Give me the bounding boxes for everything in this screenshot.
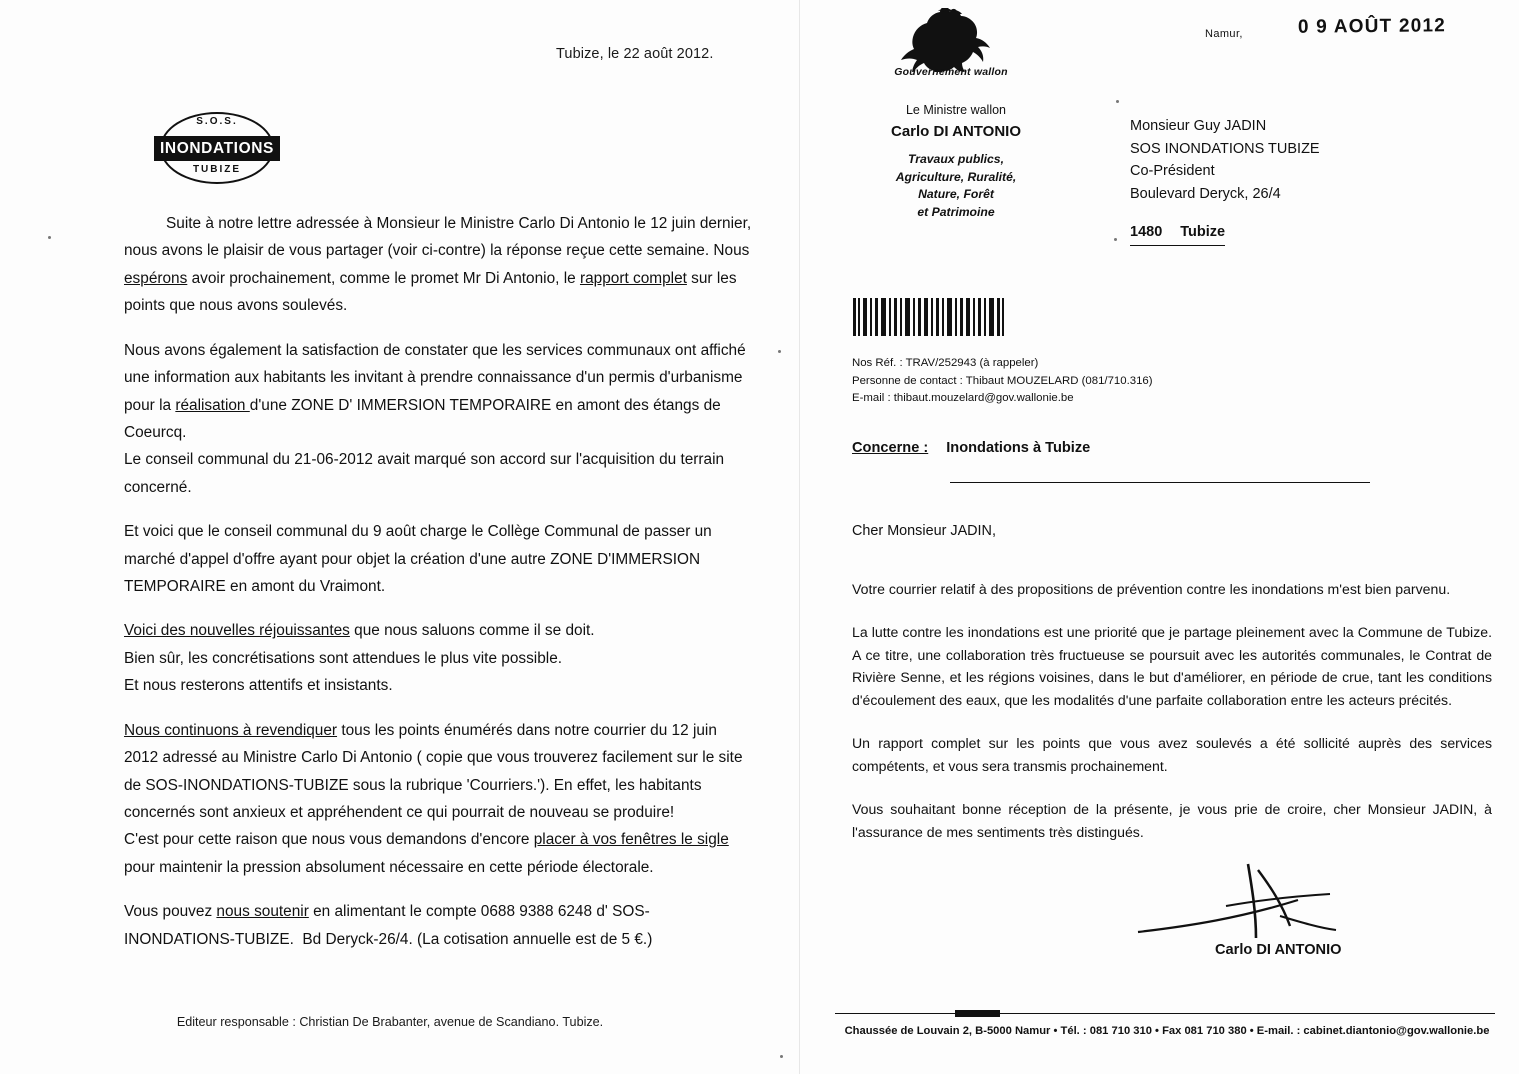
- left-letter-date: Tubize, le 22 août 2012.: [556, 46, 714, 62]
- sos-inondations-logo: [160, 112, 274, 184]
- reference-block: [852, 355, 1153, 408]
- minister-block: [856, 102, 1056, 222]
- logo-band-text: INONDATIONS: [154, 136, 280, 161]
- paragraph-7: Et nous resterons attentifs et insistants.: [124, 677, 393, 695]
- right-paragraph-3: Un rapport complet sur les points que vous avez soulevés a été sollicité auprès des services compétents, et vous sera transmis prochainement.: [852, 735, 1492, 774]
- barcode: [853, 298, 1005, 336]
- left-letter-footer: Editeur responsable : Christian De Brabanter, avenue de Scandiano. Tubize.: [176, 1015, 604, 1029]
- reference-line: Nos Réf. : TRAV/252943 (à rappeler): [852, 357, 1039, 369]
- addressee-block: [1130, 115, 1320, 246]
- footer-divider-mark: [955, 1010, 1000, 1017]
- handwritten-signature: [1130, 860, 1390, 950]
- government-label: Gouvernement wallon: [894, 66, 1008, 78]
- paragraph-4: Et voici que le conseil communal du 9 août charge le Collège Communal de passer un marché d'appel d'offre ayant pour objet la création d'une autre ZONE D'IMMERSION TEMPORAIRE en amont du Vraimont.: [124, 523, 712, 596]
- right-letter-body: [852, 578, 1492, 863]
- scan-speck: [1116, 100, 1119, 103]
- contact-line: Personne de contact : Thibaut MOUZELARD (081/710.316): [852, 374, 1153, 387]
- scan-speck: [780, 1055, 783, 1058]
- addressee-postcode: 1480: [1130, 224, 1163, 241]
- paragraph-3: Le conseil communal du 21-06-2012 avait marqué son accord sur l'acquisition du terrain concerné.: [124, 451, 725, 496]
- addressee-city: Tubize: [1180, 224, 1226, 241]
- addressee-organisation: SOS INONDATIONS TUBIZE: [1130, 140, 1320, 157]
- subject-block: [852, 440, 1090, 456]
- addressee-street: Boulevard Deryck, 26/4: [1130, 185, 1281, 202]
- paragraph-5: Voici des nouvelles réjouissantes que nous saluons comme il se doit.: [124, 622, 595, 640]
- minister-portfolio: Travaux publics, Agriculture, Ruralité, Nature, Forêt et Patrimoine: [895, 152, 1017, 220]
- logo-tubize-text: TUBIZE: [192, 164, 242, 175]
- paragraph-10: Vous pouvez nous soutenir en alimentant le compte 0688 9388 6248 d' SOS-INONDATIONS-TUBIZE. Bd Deryck-26/4. (La cotisation annuelle est de 5 €.): [124, 903, 653, 948]
- paragraph-1: Suite à notre lettre adressée à Monsieur le Ministre Carlo Di Antonio le 12 juin dernier, nous avons le plaisir de vous partager (voir ci-contre) la réponse reçue cette semaine. Nous espérons avoir prochainement, comme le promet Mr Di Antonio, le rapport complet sur les points que nous avons soulevés.: [124, 215, 752, 315]
- logo-sos-text: S.O.S.: [196, 116, 238, 127]
- scan-speck: [778, 350, 781, 353]
- paragraph-8: Nous continuons à revendiquer tous les points énumérés dans notre courrier du 12 juin 2012 adressé au Ministre Carlo Di Antonio ( copie que vous trouverez facilement sur le site de SOS-INONDATIONS-TUBIZE sous la rubrique 'Courriers.'). En effet, les habitants concernés sont anxieux et appréhendent ce qui pourrait de nouveau se produire!: [124, 721, 743, 822]
- subject-label: Concerne :: [852, 440, 929, 456]
- signature-name: Carlo DI ANTONIO: [1215, 942, 1342, 958]
- date-stamp: 0 9 AOÛT 2012: [1297, 15, 1447, 38]
- walloon-rooster-icon: [888, 8, 1008, 72]
- right-paragraph-1: Votre courrier relatif à des propositions de prévention contre les inondations m'est bien parvenu.: [852, 581, 1451, 597]
- subject-underline: [950, 482, 1370, 483]
- paragraph-9: C'est pour cette raison que nous vous demandons d'encore placer à vos fenêtres le sigle pour maintenir la pression absolument nécessaire en cette période électorale.: [124, 831, 729, 876]
- left-letter-body: [124, 210, 752, 970]
- salutation: Cher Monsieur JADIN,: [852, 523, 996, 539]
- place-mark: Namur,: [1205, 28, 1243, 40]
- paragraph-2: Nous avons également la satisfaction de constater que les services communaux ont affiché une information aux habitants les invitant à prendre connaissance d'un permis d'urbanisme pour la réalisation d'une ZONE D' IMMERSION TEMPORAIRE en amont des étangs de Coeurcq.: [124, 341, 746, 441]
- addressee-city-line: [1130, 221, 1225, 246]
- right-paragraph-2: La lutte contre les inondations est une priorité que je partage pleinement avec la Commune de Tubize. A ce titre, une collaboration très fructueuse se poursuit avec les autorités communales, le Contrat de Rivière Senne, et les régions voisines, dans le but d'améliorer, en période de crue, tant les conditions d'écoulement des eaux, que les modalités d'une parfaite collaboration entre les acteurs précités.: [852, 623, 1492, 709]
- footer-divider: [835, 1013, 1495, 1014]
- scan-speck: [1114, 238, 1117, 241]
- addressee-name: Monsieur Guy JADIN: [1130, 118, 1267, 134]
- minister-name: Carlo DI ANTONIO: [890, 122, 1021, 140]
- scan-speck: [48, 236, 51, 239]
- subject-value: Inondations à Tubize: [946, 440, 1091, 456]
- paragraph-6: Bien sûr, les concrétisations sont attendues le plus vite possible.: [124, 649, 563, 667]
- right-letter-footer: Chaussée de Louvain 2, B-5000 Namur • Tél. : 081 710 310 • Fax 081 710 380 • E-mail. : cabinet.diantonio@gov.wallonie.be: [844, 1025, 1490, 1037]
- email-line: E-mail : thibaut.mouzelard@gov.wallonie.be: [852, 392, 1074, 405]
- right-paragraph-4: Vous souhaitant bonne réception de la présente, je vous prie de croire, cher Monsieur JADIN, à l'assurance de mes sentiments très distingués.: [852, 800, 1492, 840]
- minister-role: Le Ministre wallon: [905, 103, 1007, 117]
- addressee-role: Co-Président: [1130, 163, 1215, 180]
